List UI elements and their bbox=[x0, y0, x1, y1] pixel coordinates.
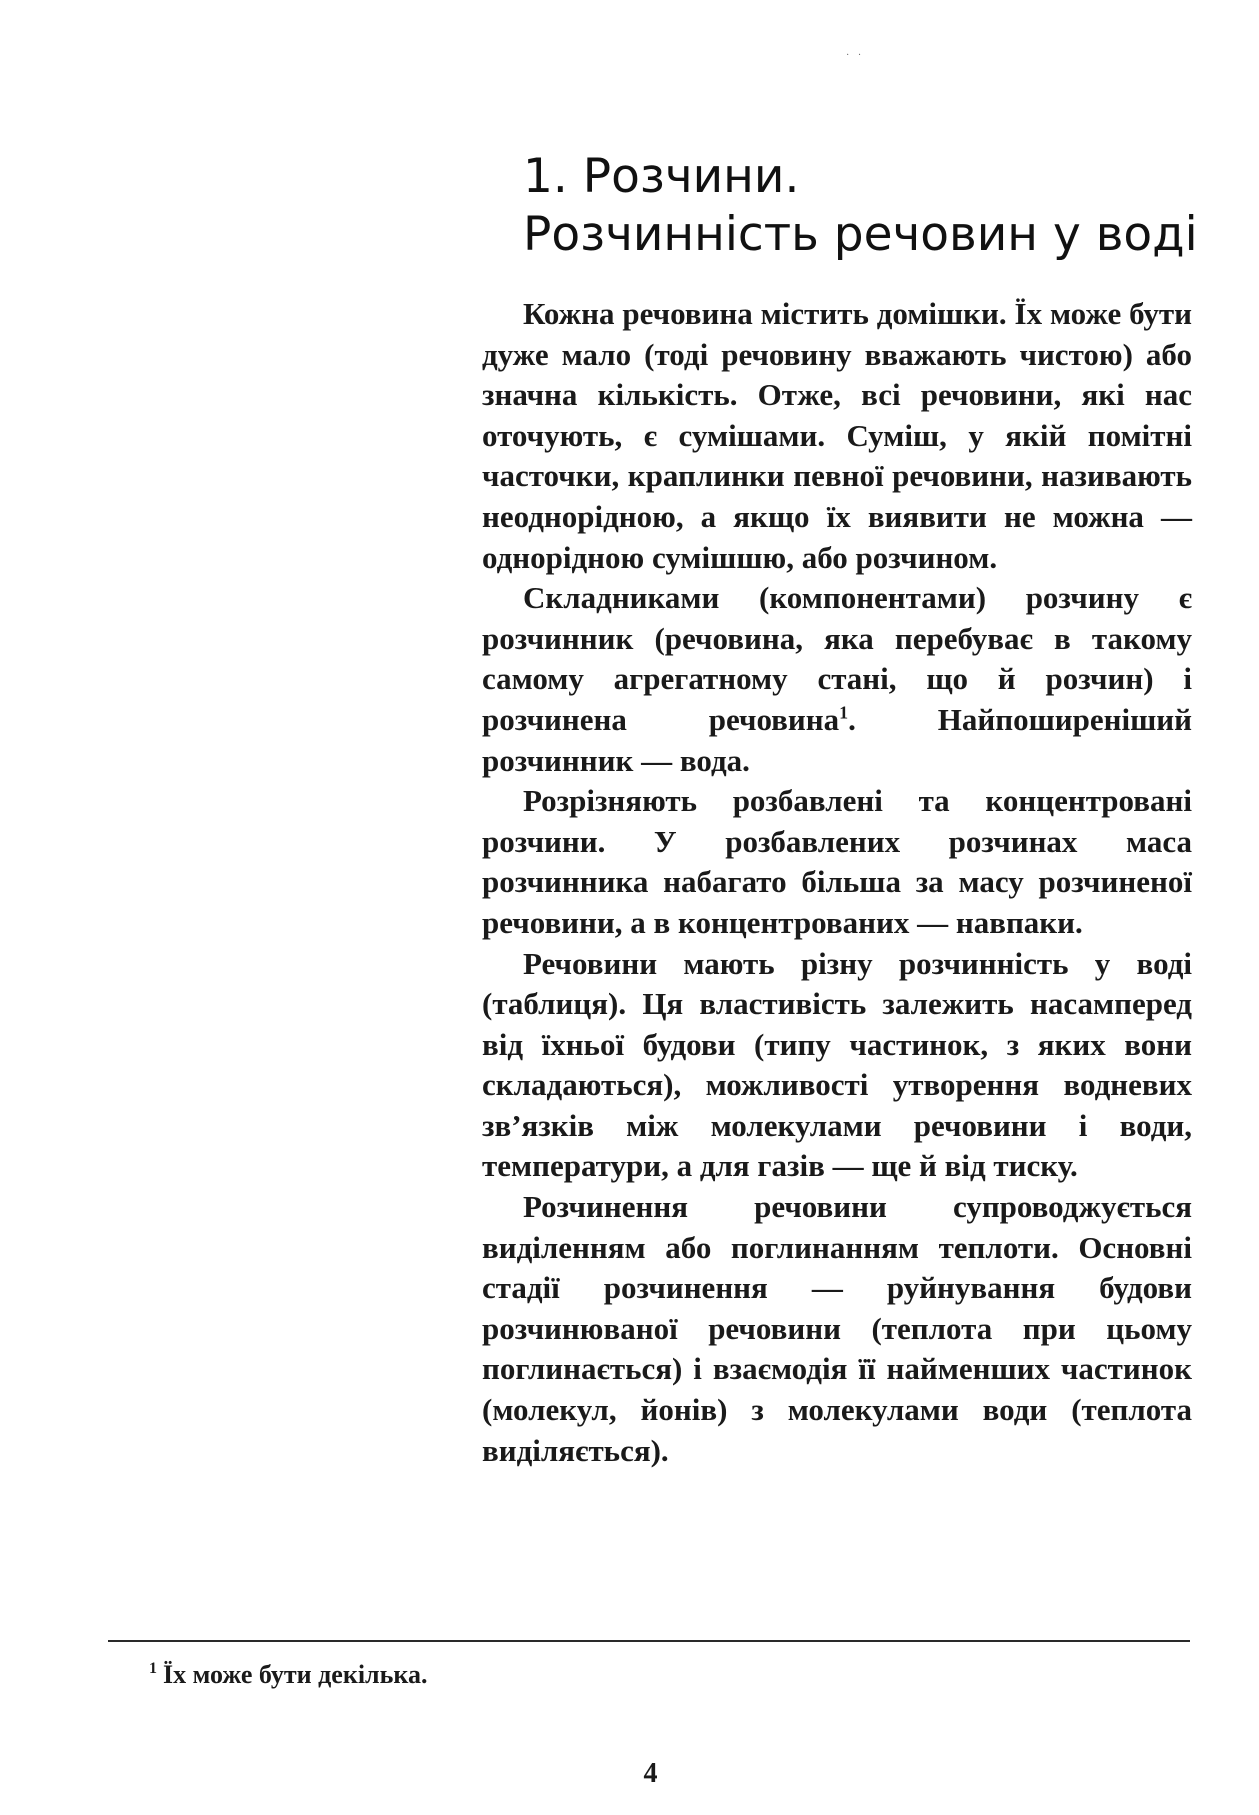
page-number: 4 bbox=[643, 1758, 658, 1789]
footnote-text: Їх може бути декілька. bbox=[163, 1660, 428, 1689]
section-title-line-2: Розчинність речовин у воді bbox=[523, 207, 1198, 262]
footnote-divider bbox=[108, 1640, 1190, 1642]
paragraph-2-text-a: Складниками (компонентами) розчину є розчинник (речовина, яка перебуває в такому самому агрегатному стані, що й розчин) і розчинена речовина bbox=[482, 580, 1192, 737]
footnote bbox=[149, 1660, 427, 1690]
section-heading bbox=[523, 148, 1203, 264]
paragraph-4: Речовини мають різну розчинність у воді (таблиця). Ця властивість залежить насамперед від їхньої будови (типу частинок, з яких вони складаються), можливості утворення водневих зв’язків між молекулами речовини і води, температури, а для газів — ще й від тиску. bbox=[482, 945, 1192, 1184]
paragraph-5: Розчинення речовини супроводжується виділенням або поглинанням теплоти. Основні стадії розчинення — руйнування будови розчинюваної речовини (теплота при цьому поглинається) і взаємодія її найменших частинок (молекул, йонів) з молекулами води (теплота виділяється). bbox=[482, 1189, 1192, 1468]
footnote-reference: 1 bbox=[839, 702, 849, 723]
section-title-line-1: 1. Розчини. bbox=[523, 149, 800, 204]
paragraph-1: Кожна речовина містить домішки. Їх може бути дуже мало (тоді речовину вважають чистою) або значна кількість. Отже, всі речовини, які нас оточують, є сумішами. Суміш, у якій помітні часточки, краплинки певної речовини, називають неоднорідною, а якщо їх виявити не можна — однорідною сумішшю, або розчином. bbox=[482, 296, 1192, 575]
footnote-number: 1 bbox=[149, 1660, 157, 1678]
paragraph-3: Розрізняють розбавлені та концентровані розчини. У розбавлених розчинах маса розчинника набагато більша за масу розчиненої речовини, а в концентрованих — навпаки. bbox=[482, 783, 1192, 940]
scan-specks: · · bbox=[846, 50, 865, 61]
paragraph-2 bbox=[482, 578, 1192, 781]
body-text bbox=[482, 294, 1192, 1471]
paragraph-2-text-b: . Найпоширеніший розчинник — вода. bbox=[482, 701, 1192, 778]
